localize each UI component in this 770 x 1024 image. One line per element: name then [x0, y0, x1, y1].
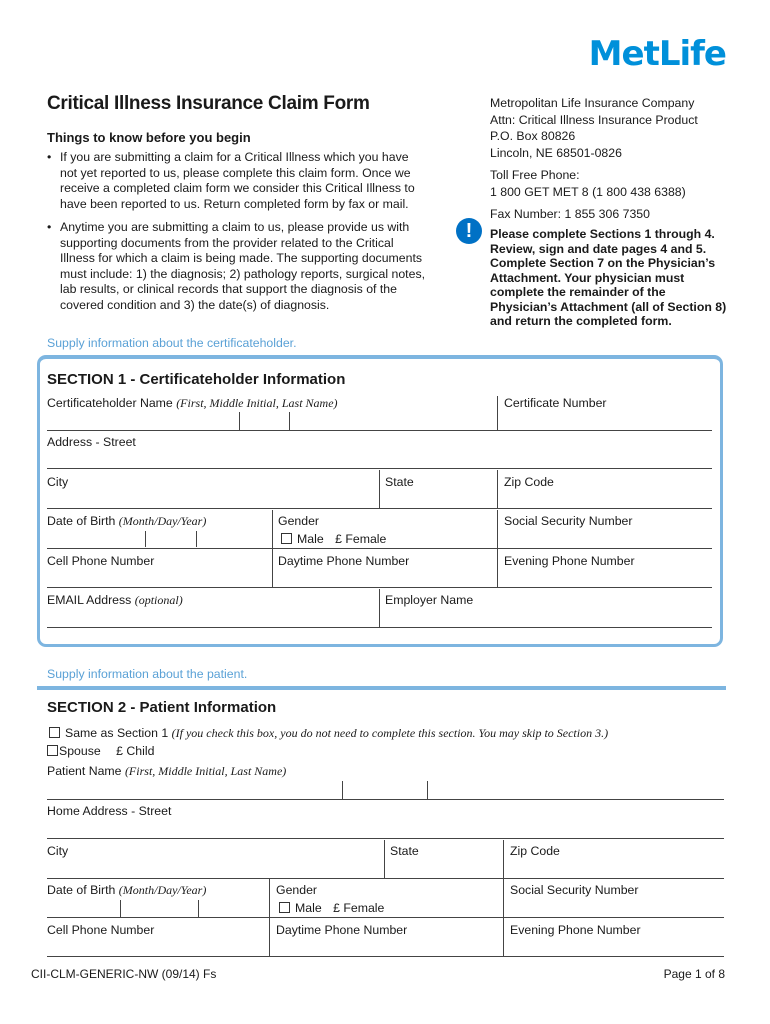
patient-gender-label: Gender: [276, 883, 318, 897]
metlife-logo: MetLife: [588, 34, 726, 74]
toll-free-label: Toll Free Phone:: [490, 168, 580, 182]
alert-text: Please complete Sections 1 through 4. Review, sign and date pages 4 and 5. Complete Section 7 on the Physician’s Attachment. Your physician must complete the remainder of the Physician’s Attachment (all of Section 8) and return the completed form.: [490, 227, 727, 328]
daytime-phone-label: Daytime Phone Number: [278, 554, 410, 568]
employer-label: Employer Name: [385, 593, 474, 607]
patient-name-label: Patient Name (First, Middle Initial, Last Name): [47, 764, 287, 778]
instructions-list: [47, 150, 427, 321]
email-employer-field[interactable]: [47, 627, 712, 628]
dob-gender-ssn-field[interactable]: [47, 548, 712, 549]
patient-dob-label: Date of Birth (Month/Day/Year): [47, 883, 207, 897]
city-state-zip-field[interactable]: [47, 508, 712, 509]
mailing-address: [490, 95, 698, 223]
gender-options: Male £ Female: [281, 532, 386, 546]
po-box: P.O. Box 80826: [490, 129, 576, 143]
section2-supply-note: Supply information about the patient.: [47, 667, 248, 681]
phone-numbers-field[interactable]: [47, 587, 712, 588]
child-checkbox-glyph[interactable]: £: [116, 744, 123, 758]
patient-evening-label: Evening Phone Number: [510, 923, 641, 937]
ssn-label: Social Security Number: [504, 514, 633, 528]
home-address-label: Home Address - Street: [47, 804, 172, 818]
toll-free-number: 1 800 GET MET 8 (1 800 438 6388): [490, 184, 686, 199]
patient-male-checkbox[interactable]: [279, 902, 290, 913]
patient-cell-label: Cell Phone Number: [47, 923, 155, 937]
patient-phone-field[interactable]: [47, 956, 724, 957]
section1-supply-note: Supply information about the certificateholder.: [47, 336, 297, 350]
fax-number: Fax Number: 1 855 306 7350: [490, 207, 650, 221]
patient-daytime-label: Daytime Phone Number: [276, 923, 408, 937]
certificate-number-label: Certificate Number: [504, 396, 607, 410]
patient-zip-label: Zip Code: [510, 844, 560, 858]
relationship-options: Spouse £ Child: [47, 744, 154, 758]
address-street-label: Address - Street: [47, 435, 136, 449]
state-label: State: [385, 475, 414, 489]
home-address-field[interactable]: [47, 838, 724, 839]
patient-city-label: City: [47, 844, 69, 858]
form-id: CII-CLM-GENERIC-NW (09/14) Fs: [31, 967, 217, 981]
certificateholder-name-field[interactable]: [47, 430, 712, 431]
patient-state-label: State: [390, 844, 419, 858]
patient-gender-options: Male £ Female: [279, 901, 384, 915]
patient-city-state-zip-field[interactable]: [47, 878, 724, 879]
same-as-section1: Same as Section 1 (If you check this box, you do not need to complete this section. You may skip to Section 3.): [49, 726, 608, 741]
patient-female-checkbox-glyph[interactable]: £: [333, 901, 340, 915]
address-street-field[interactable]: [47, 468, 712, 469]
instruction-item: • If you are submitting a claim for a Critical Illness which you have not yet reported to us, please complete this claim form. Once we receive a completed claim form we consider this Critical Illness to have been reported to us. Return completed form by fax or mail.: [47, 150, 427, 212]
cell-phone-label: Cell Phone Number: [47, 554, 155, 568]
things-heading: Things to know before you begin: [47, 130, 251, 145]
company-name: Metropolitan Life Insurance Company: [490, 96, 695, 110]
page-number: Page 1 of 8: [663, 967, 725, 981]
spouse-checkbox[interactable]: [47, 745, 58, 756]
form-title: Critical Illness Insurance Claim Form: [47, 93, 370, 114]
zip-label: Zip Code: [504, 475, 554, 489]
evening-phone-label: Evening Phone Number: [504, 554, 635, 568]
female-checkbox-glyph[interactable]: £: [335, 532, 342, 546]
certificateholder-name-label: Certificateholder Name (First, Middle Initial, Last Name): [47, 396, 338, 410]
patient-ssn-label: Social Security Number: [510, 883, 639, 897]
attn-line: Attn: Critical Illness Insurance Product: [490, 112, 698, 127]
exclamation-icon: !: [456, 218, 482, 244]
section2-title: SECTION 2 - Patient Information: [47, 699, 277, 716]
city-label: City: [47, 475, 69, 489]
section2-divider: [37, 686, 726, 690]
email-label: EMAIL Address (optional): [47, 593, 183, 607]
same-as-checkbox[interactable]: [49, 727, 60, 738]
gender-label: Gender: [278, 514, 320, 528]
city-line: Lincoln, NE 68501-0826: [490, 145, 622, 160]
instruction-item: • Anytime you are submitting a claim to us, please provide us with supporting documents from the provider related to the Critical Illness for which a claim is being made. The supporting documents must include: 1) the diagnosis; 2) pathology reports, surgical notes, lab results, or clinical records that support the diagnosis of the covered condition and 3) the date(s) of diagnosis.: [47, 220, 427, 313]
patient-dob-gender-ssn-field[interactable]: [47, 917, 724, 918]
patient-name-field[interactable]: [47, 799, 724, 800]
male-checkbox[interactable]: [281, 533, 292, 544]
dob-label: Date of Birth (Month/Day/Year): [47, 514, 207, 528]
section1-title: SECTION 1 - Certificateholder Information: [47, 371, 346, 388]
